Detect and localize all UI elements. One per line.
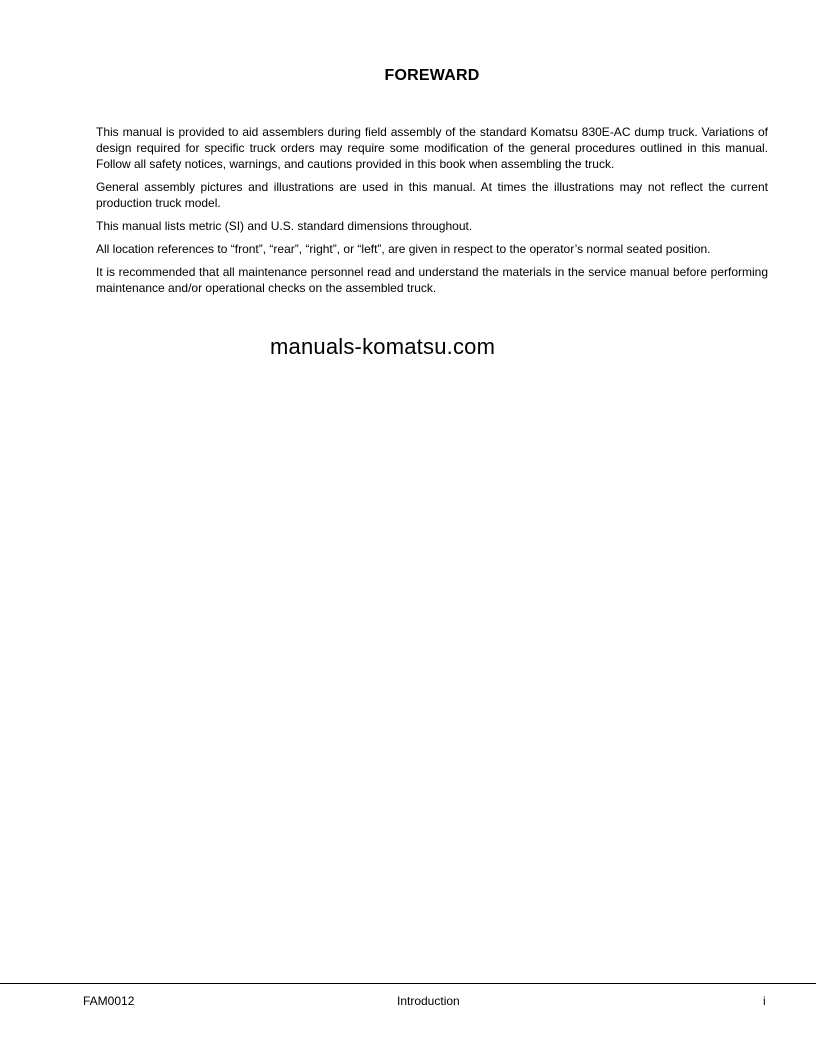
paragraph-illustrations: General assembly pictures and illustrations are used in this manual. At times the illustrations may not reflect the current production truck model. bbox=[96, 180, 768, 210]
paragraph-purpose: This manual is provided to aid assemblers during field assembly of the standard Komatsu 830E-AC dump truck. Variations of design required for specific truck orders may require some modification of the general procedures outlined in this manual. Follow all safety notices, warnings, and cautions provided in this book when assembling the truck. bbox=[96, 125, 768, 171]
paragraph-units: This manual lists metric (SI) and U.S. standard dimensions throughout. bbox=[96, 219, 473, 233]
footer-section: Introduction bbox=[397, 994, 460, 1008]
footer-doc-code: FAM0012 bbox=[83, 994, 135, 1008]
watermark: manuals-komatsu.com bbox=[270, 334, 496, 359]
footer-divider bbox=[0, 983, 816, 984]
paragraph-location-references: All location references to “front”, “rear”, “right”, or “left”, are given in respect to the operator’s normal seated position. bbox=[96, 242, 711, 256]
page-title: FOREWARD bbox=[384, 67, 480, 84]
body-text bbox=[96, 124, 768, 303]
footer-page-number: i bbox=[763, 994, 766, 1008]
paragraph-recommendation: It is recommended that all maintenance personnel read and understand the materials in the service manual before performing maintenance and/or operational checks on the assembled truck. bbox=[96, 265, 768, 295]
